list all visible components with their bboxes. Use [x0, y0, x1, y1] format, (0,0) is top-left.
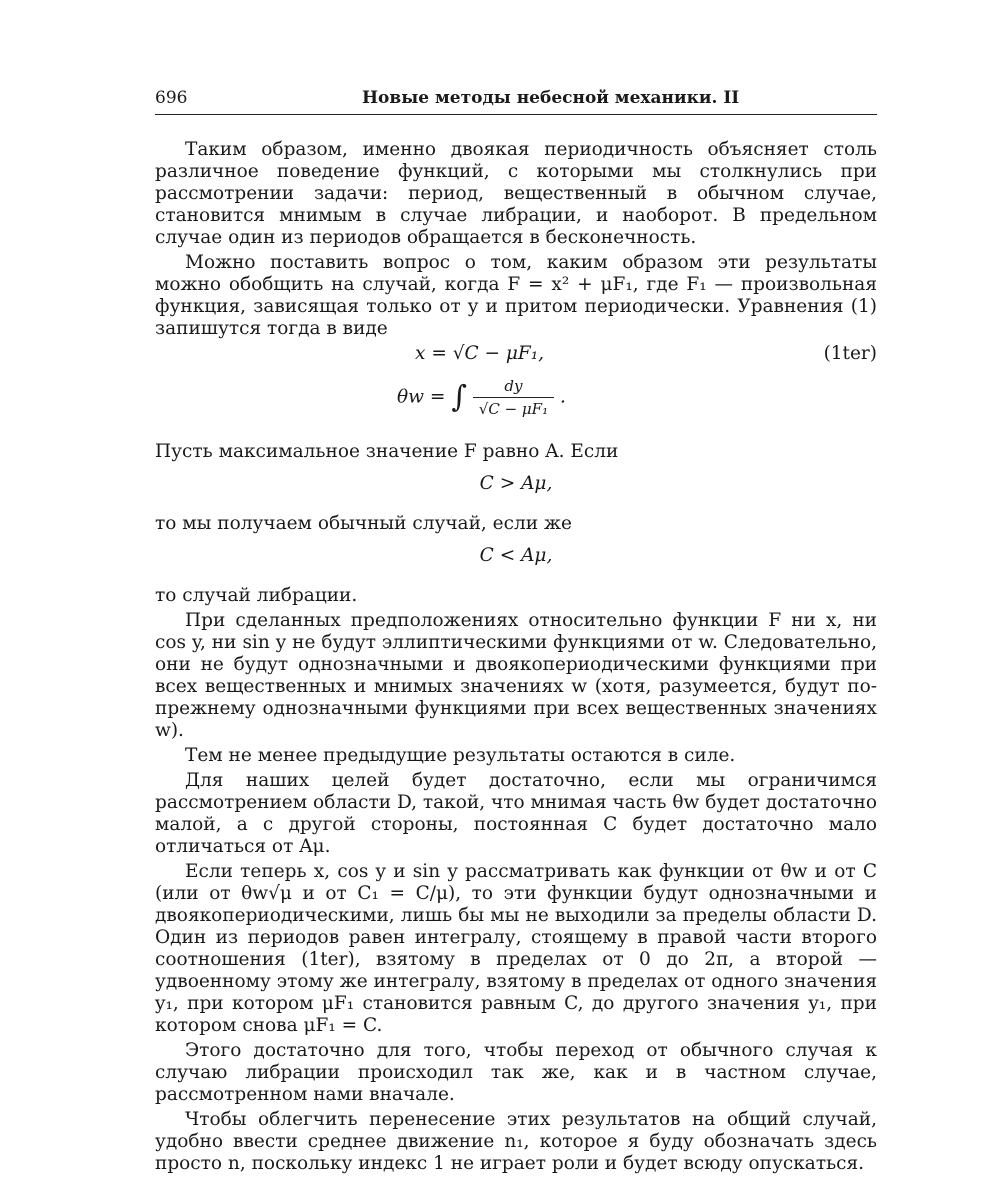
- eq1-lhs: x =: [415, 343, 453, 364]
- equation-theta-w: [397, 375, 566, 420]
- equation-label: (1ter): [823, 343, 877, 364]
- inequality-greater: C > Aμ,: [479, 473, 553, 494]
- page-body: [155, 139, 877, 1178]
- paragraph-10: Этого достаточно для того, чтобы переход от обычного случая к случаю либрации происходил так же, как и в частном случае, рассмотренном нами вначале.: [155, 1040, 877, 1105]
- fraction-denominator: √C − μF₁: [478, 400, 549, 418]
- page-number: 696: [155, 88, 188, 108]
- fraction-numerator: dy: [473, 375, 554, 398]
- paragraph-6: При сделанных предположениях относительно функции F ни x, ни cos y, ни sin y не будут эллиптическими функциями от w. Следовательно, они не будут однозначными и двоякопериодическими функциями при всех вещественных и мнимых значениях w (хотя, разумеется, будут по-прежнему однозначными функциями при всех вещественных значениях w).: [155, 610, 877, 741]
- paragraph-2: Можно поставить вопрос о том, каким образом эти результаты можно обобщить на случай, когда F = x² + μF₁, где F₁ — произвольная функция, зависящая только от y и притом периодически. Уравнения (1) запишутся тогда в виде: [155, 252, 877, 339]
- running-header: [155, 86, 877, 115]
- eq2-lhs: θw =: [397, 386, 452, 408]
- fraction: [473, 375, 554, 420]
- paragraph-5: то случай либрации.: [155, 585, 358, 606]
- eq2-period: .: [559, 386, 566, 408]
- equation-1ter: [155, 343, 877, 431]
- running-title: Новые методы небесной механики. II: [362, 88, 740, 108]
- eq1-rhs: √C − μF₁,: [452, 343, 545, 364]
- paragraph-3: Пусть максимальное значение F равно A. Если: [155, 441, 619, 462]
- paragraph-4: то мы получаем обычный случай, если же: [155, 513, 572, 534]
- paragraph-9: Если теперь x, cos y и sin y рассматривать как функции от θw и от C (или от θw√μ и от C₁ = C/μ), то эти функции будут однозначными и двоякопериодическими, лишь бы мы не выходили за пределы области D. Один из периодов равен интегралу, стоящему в правой части второго соотношения (1ter), взятому в пределах от 0 до 2π, а второй — удвоенному этому же интегралу, взятому в пределах от одного значения y₁, при котором μF₁ становится равным C, до другого значения y₁, при котором снова μF₁ = C.: [155, 861, 877, 1036]
- inequality-less: C < Aμ,: [479, 545, 553, 566]
- paragraph-11: Чтобы облегчить перенесение этих результатов на общий случай, удобно ввести среднее движение n₁, которое я буду обозначать здесь просто n, поскольку индекс 1 не играет роли и будет всюду опускаться.: [155, 1109, 877, 1174]
- equation-x: [415, 343, 544, 365]
- paragraph-8: Для наших целей будет достаточно, если мы ограничимся рассмотрением области D, такой, что мнимая часть θw будет достаточно малой, а с другой стороны, постоянная C будет достаточно мало отличаться от Aμ.: [155, 770, 877, 857]
- integral-sign: ∫: [451, 379, 467, 415]
- paragraph-1: Таким образом, именно двоякая периодичность объясняет столь различное поведение функций, с которыми мы столкнулись при рассмотрении задачи: период, вещественный в обычном случае, становится мнимым в случае либрации, и наоборот. В предельном случае один из периодов обращается в бесконечность.: [155, 139, 877, 248]
- paragraph-7: Тем не менее предыдущие результаты остаются в силе.: [185, 745, 736, 766]
